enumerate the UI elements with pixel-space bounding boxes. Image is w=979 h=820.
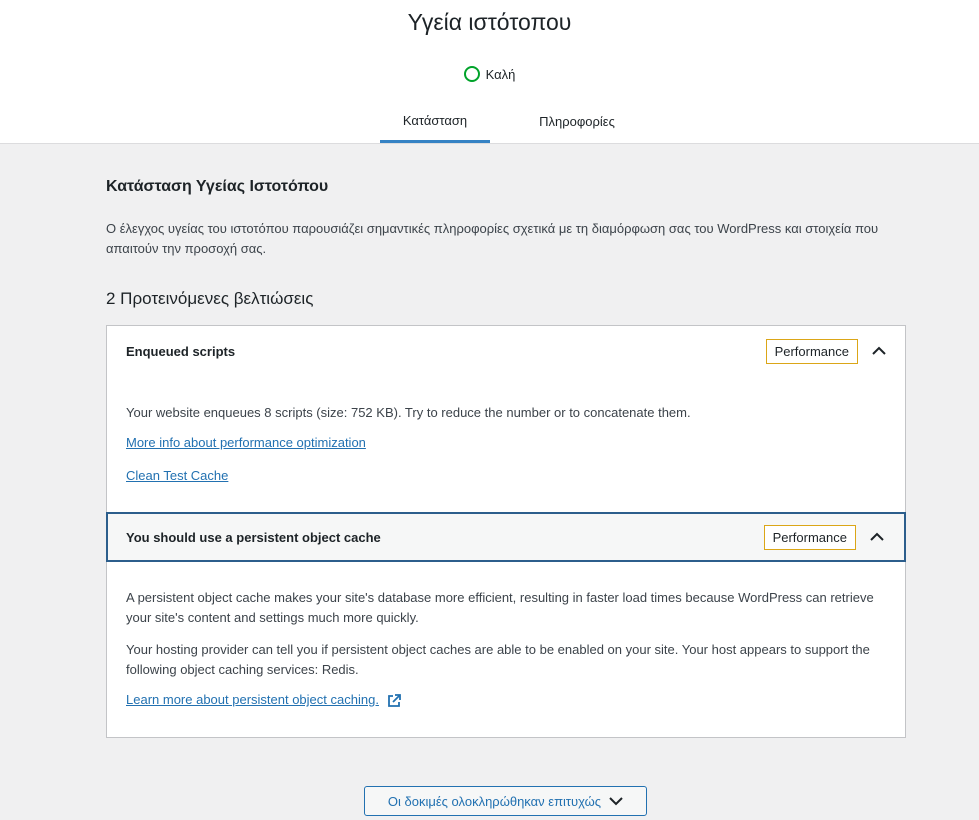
status-circle-icon <box>464 66 480 82</box>
cache-learn-more <box>126 692 401 708</box>
performance-info-link[interactable]: More info about performance optimization <box>126 435 366 450</box>
chevron-up-icon[interactable] <box>872 346 886 356</box>
accordion-title: Enqueued scripts <box>126 343 236 359</box>
health-status <box>0 66 979 82</box>
intro-text: Ο έλεγχος υγείας του ιστοτόπου παρουσιάζει σημαντικές πληροφορίες σχετικά με τη διαμόρφωση σας του WordPress και στοιχεία που απαιτούν την προσοχή σας. <box>106 221 879 256</box>
page-header <box>0 0 979 144</box>
tab-status[interactable]: Κατάσταση <box>380 100 490 143</box>
accordion-header-enqueued-scripts[interactable] <box>106 326 906 376</box>
issue-description: Your website enqueues 8 scripts (size: 752 KB). Try to reduce the number or to concatenate them. <box>126 405 691 420</box>
cache-paragraph-2: Your hosting provider can tell you if persistent object caches are able to be enabled on your site. Your host appears to support the following object caching services: Redis. <box>126 642 870 677</box>
tab-info[interactable]: Πληροφορίες <box>539 114 615 129</box>
passed-tests-button[interactable] <box>364 786 647 816</box>
accordion-header-object-cache[interactable] <box>106 512 906 562</box>
improvements-title: 2 Προτεινόμενες βελτιώσεις <box>106 289 314 308</box>
status-label: Καλή <box>485 66 516 82</box>
clean-test-cache-link[interactable]: Clean Test Cache <box>126 468 229 483</box>
performance-badge: Performance <box>766 339 858 364</box>
cache-paragraph-1: A persistent object cache makes your site's database more efficient, resulting in faster load times because WordPress can retrieve your site's content and settings much more quickly. <box>126 590 874 625</box>
section-title: Κατάσταση Υγείας Ιστοτόπου <box>106 178 329 195</box>
passed-tests-label: Οι δοκιμές ολοκληρώθηκαν επιτυχώς <box>387 793 602 809</box>
issues-accordion <box>106 325 906 738</box>
external-link-icon[interactable] <box>387 694 401 708</box>
accordion-title: You should use a persistent object cache <box>126 529 381 545</box>
chevron-down-icon <box>609 796 623 806</box>
object-cache-learn-more-link[interactable]: Learn more about persistent object caching. <box>126 692 379 707</box>
chevron-up-icon[interactable] <box>870 532 884 542</box>
page-title: Υγεία ιστότοπου <box>407 9 572 35</box>
performance-badge: Performance <box>764 525 856 550</box>
